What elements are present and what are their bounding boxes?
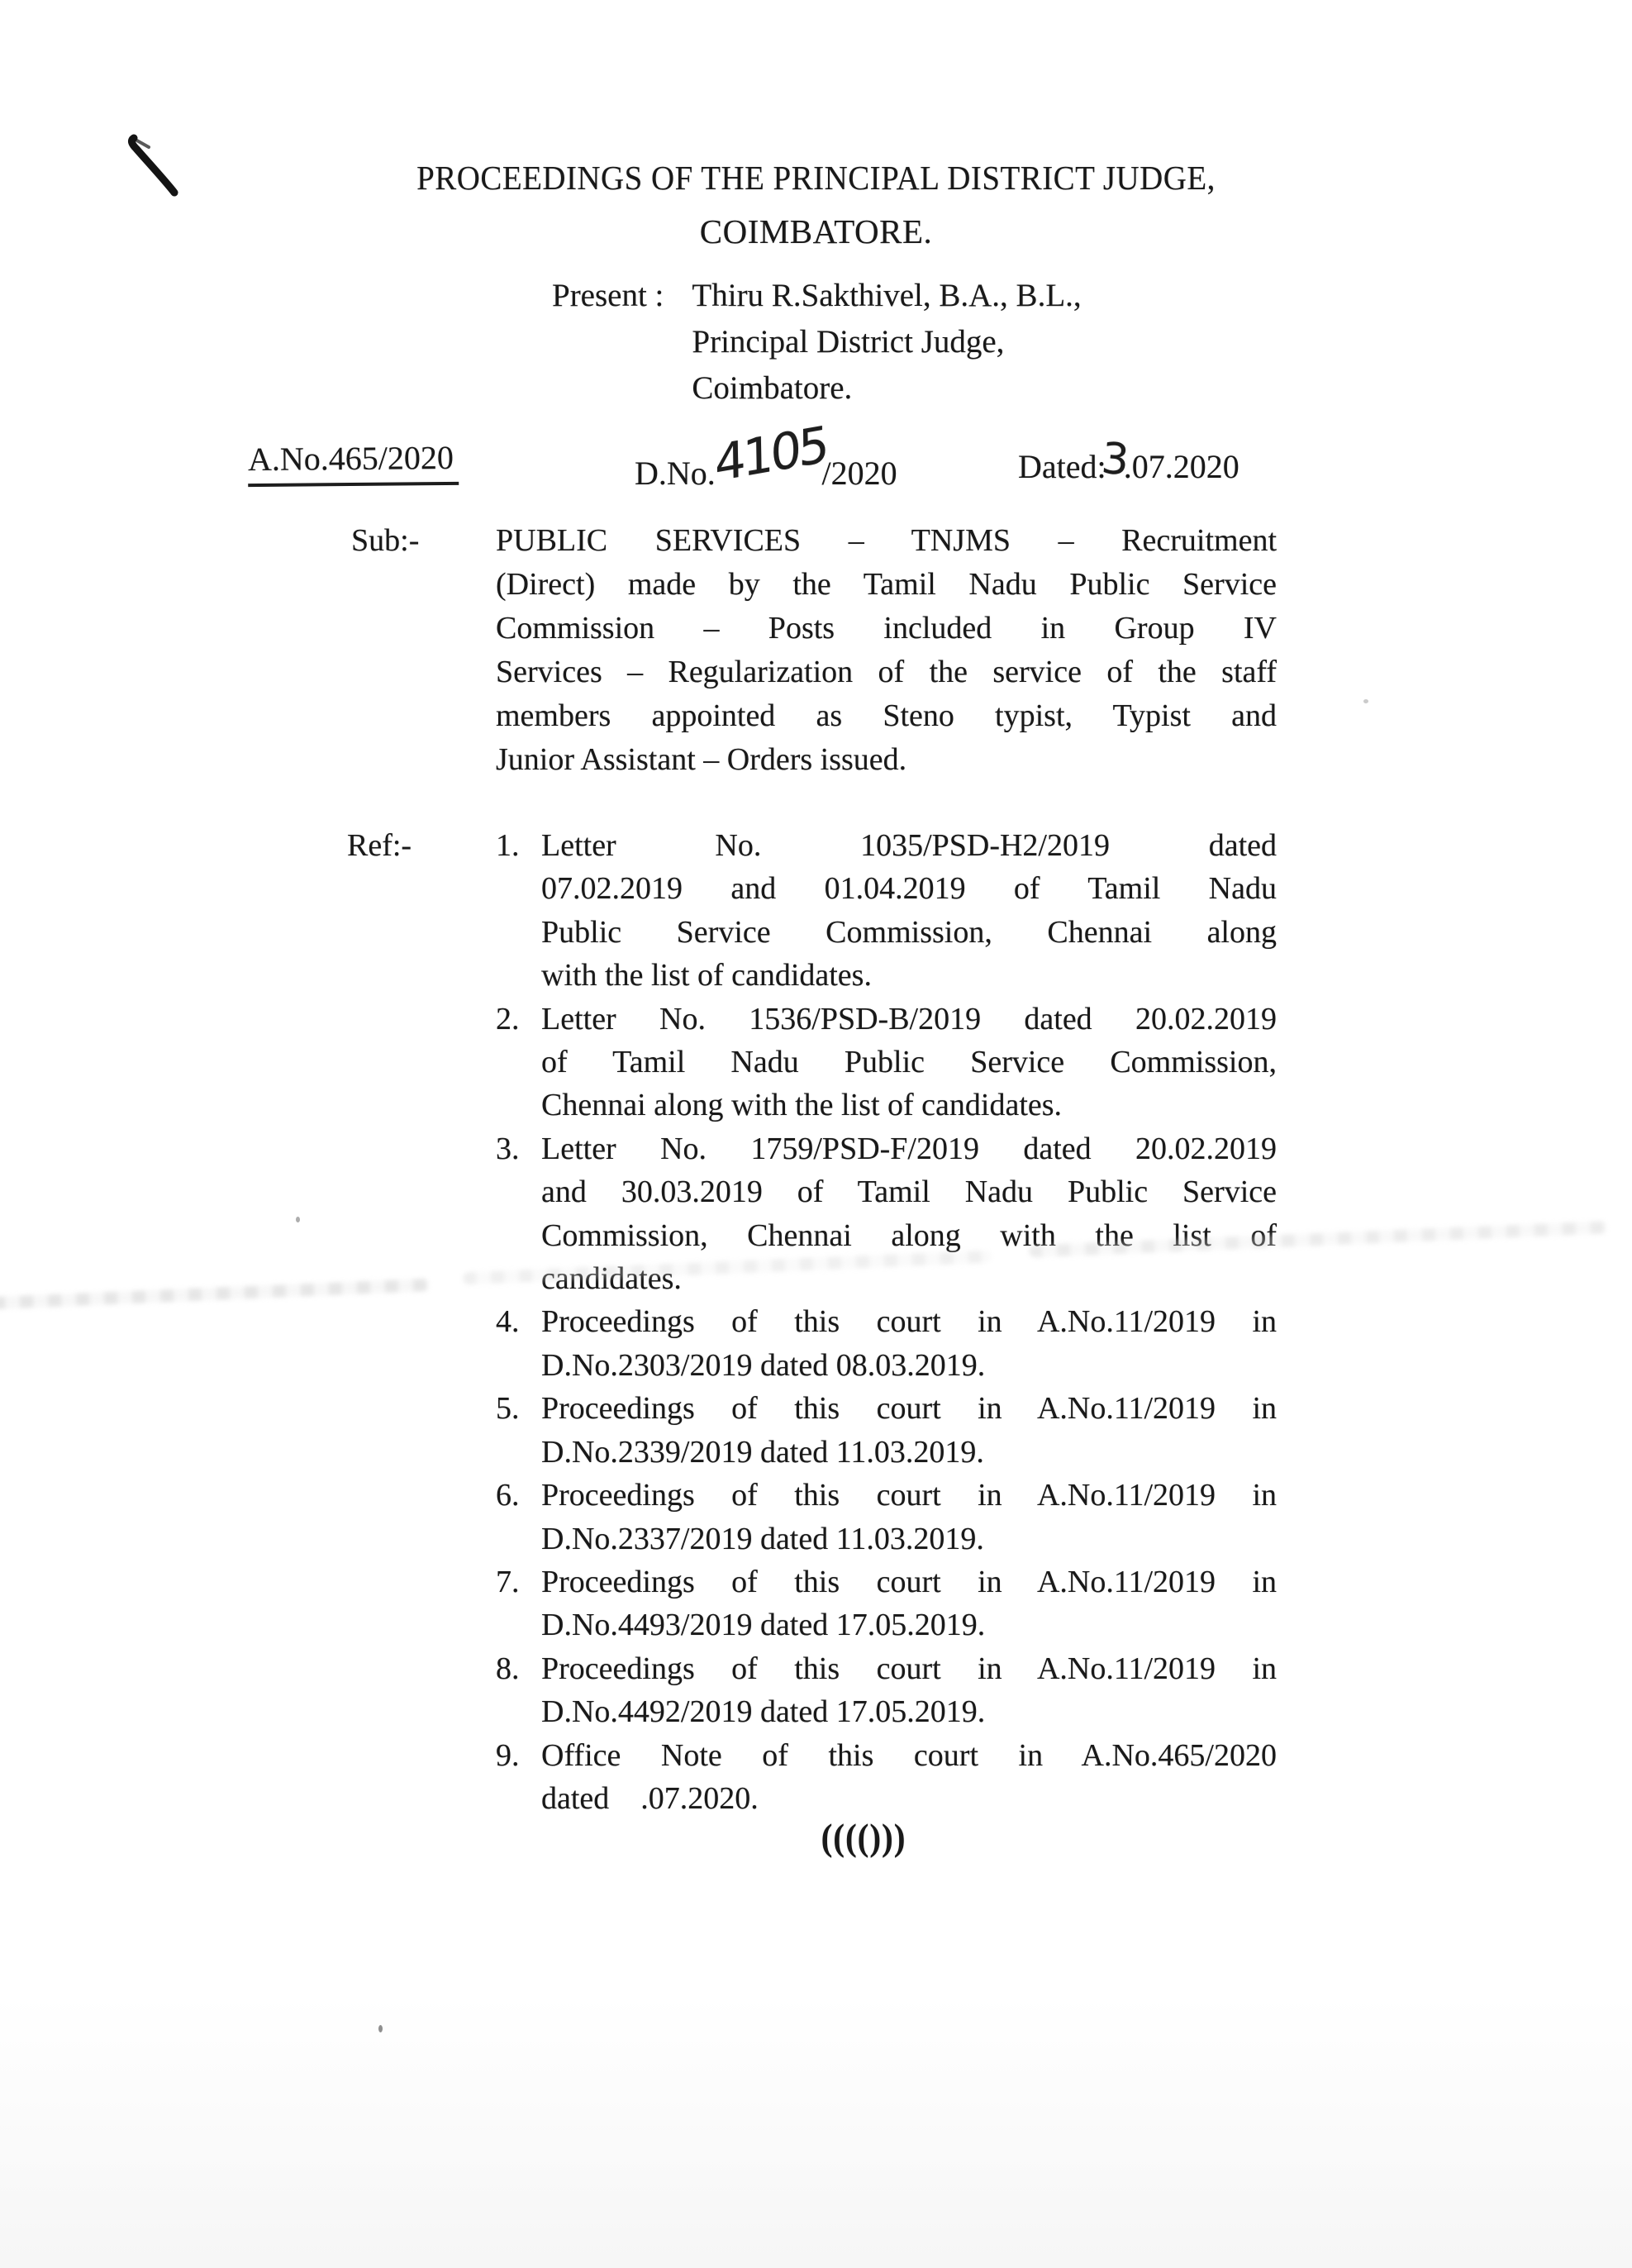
title-line-2: COIMBATORE.	[699, 212, 933, 250]
dispatch-number-group	[635, 415, 897, 497]
d-no-label: D.No.	[635, 455, 716, 492]
text-line: Letter No. 1536/PSD-B/2019 dated 20.02.2019	[541, 1001, 1277, 1036]
reference-label: Ref:-	[347, 828, 412, 863]
dated-group	[1018, 433, 1239, 488]
text-line: Commission – Posts included in Group IV	[496, 611, 1277, 646]
text-line: with the list of candidates.	[541, 958, 872, 993]
handwritten-day: 3	[1099, 433, 1130, 486]
reference-item-number: 2.	[496, 1001, 520, 1036]
text-line: Proceedings of this court in A.No.11/2019 in	[541, 1391, 1277, 1427]
reference-block	[347, 824, 1277, 1820]
reference-item-lines	[541, 1387, 1277, 1474]
text-line: Junior Assistant – Orders issued.	[496, 742, 907, 777]
text-line: D.No.4492/2019 dated 17.05.2019.	[541, 1694, 986, 1730]
d-no-year: /2020	[821, 455, 897, 492]
reference-item-lines	[541, 998, 1277, 1127]
appeal-number: A.No.465/2020	[248, 438, 459, 487]
text-line: Letter No. 1759/PSD-F/2019 dated 20.02.2019	[541, 1131, 1277, 1166]
subject-label: Sub:-	[351, 523, 420, 558]
title-line-1: PROCEEDINGS OF THE PRINCIPAL DISTRICT JUDGE,	[416, 159, 1216, 197]
reference-item-lines	[541, 1300, 1277, 1387]
text-line: of Tamil Nadu Public Service Commission,	[541, 1045, 1277, 1080]
reference-item-number: 8.	[496, 1651, 520, 1686]
text-line: Coimbatore.	[692, 370, 853, 406]
scan-speck	[296, 1217, 300, 1222]
document-title	[0, 151, 1632, 259]
dated-label: Dated:	[1018, 448, 1106, 485]
reference-item-number: 1.	[496, 828, 520, 863]
reference-item	[496, 998, 1277, 1127]
text-line: Chennai along with the list of candidates.	[541, 1088, 1063, 1123]
reference-item-number: 4.	[496, 1304, 520, 1340]
text-line: Services – Regularization of the service of the staff	[496, 655, 1277, 689]
text-line: Office Note of this court in A.No.465/2020	[541, 1737, 1277, 1773]
reference-item	[496, 1300, 1277, 1387]
subject-block	[351, 519, 1277, 782]
scan-speck	[1363, 699, 1368, 703]
text-line: Proceedings of this court in A.No.11/2019 in	[541, 1478, 1277, 1513]
text-line: PUBLIC SERVICES – TNJMS – Recruitment	[496, 523, 1277, 558]
reference-item	[496, 1560, 1277, 1647]
reference-item-number: 6.	[496, 1478, 520, 1513]
text-line: Principal District Judge,	[692, 324, 1005, 360]
reference-item-lines	[541, 1560, 1277, 1647]
reference-item	[496, 1734, 1277, 1821]
text-line: members appointed as Steno typist, Typist and	[496, 698, 1277, 733]
reference-item	[496, 1474, 1277, 1560]
dated-value: .07.2020	[1123, 448, 1239, 485]
present-block	[552, 273, 1082, 412]
text-line: dated .07.2020.	[541, 1780, 759, 1816]
scan-speck	[378, 2025, 383, 2032]
text-line: candidates.	[541, 1261, 682, 1297]
text-line: Proceedings of this court in A.No.11/2019 in	[541, 1304, 1277, 1340]
subject-lines	[496, 519, 1277, 782]
reference-item	[496, 824, 1277, 998]
reference-list	[496, 824, 1277, 1820]
text-line: Thiru R.Sakthivel, B.A., B.L.,	[692, 278, 1082, 313]
text-line: D.No.2339/2019 dated 11.03.2019.	[541, 1434, 984, 1470]
text-line: (Direct) made by the Tamil Nadu Public Service	[496, 567, 1277, 602]
reference-item	[496, 1647, 1277, 1734]
text-line: D.No.2337/2019 dated 11.03.2019.	[541, 1521, 984, 1556]
reference-item-number: 5.	[496, 1391, 520, 1427]
text-line: and 30.03.2019 of Tamil Nadu Public Service	[541, 1174, 1277, 1210]
text-line: Public Service Commission, Chennai along	[541, 914, 1277, 950]
reference-item-number: 7.	[496, 1564, 520, 1599]
reference-item-lines	[541, 1474, 1277, 1560]
reference-item-number: 3.	[496, 1131, 520, 1166]
text-line: 07.02.2019 and 01.04.2019 of Tamil Nadu	[541, 871, 1277, 907]
text-line: D.No.4493/2019 dated 17.05.2019.	[541, 1608, 986, 1643]
text-line: Letter No. 1035/PSD-H2/2019 dated	[541, 828, 1277, 863]
closing-mark: (((()))	[821, 1816, 906, 1858]
reference-item-lines	[541, 1734, 1277, 1821]
reference-item	[496, 1387, 1277, 1474]
reference-item-lines	[541, 1647, 1277, 1734]
handwritten-d-no: 4105	[714, 415, 827, 494]
text-line: D.No.2303/2019 dated 08.03.2019.	[541, 1347, 986, 1383]
present-lines	[692, 273, 1081, 412]
reference-item-lines	[541, 824, 1277, 998]
present-label: Present :	[552, 278, 664, 313]
text-line: Proceedings of this court in A.No.11/2019 in	[541, 1651, 1277, 1686]
text-line: Proceedings of this court in A.No.11/2019 in	[541, 1564, 1277, 1599]
reference-item-number: 9.	[496, 1737, 520, 1773]
text-line: Commission, Chennai along with the list of	[541, 1217, 1277, 1253]
